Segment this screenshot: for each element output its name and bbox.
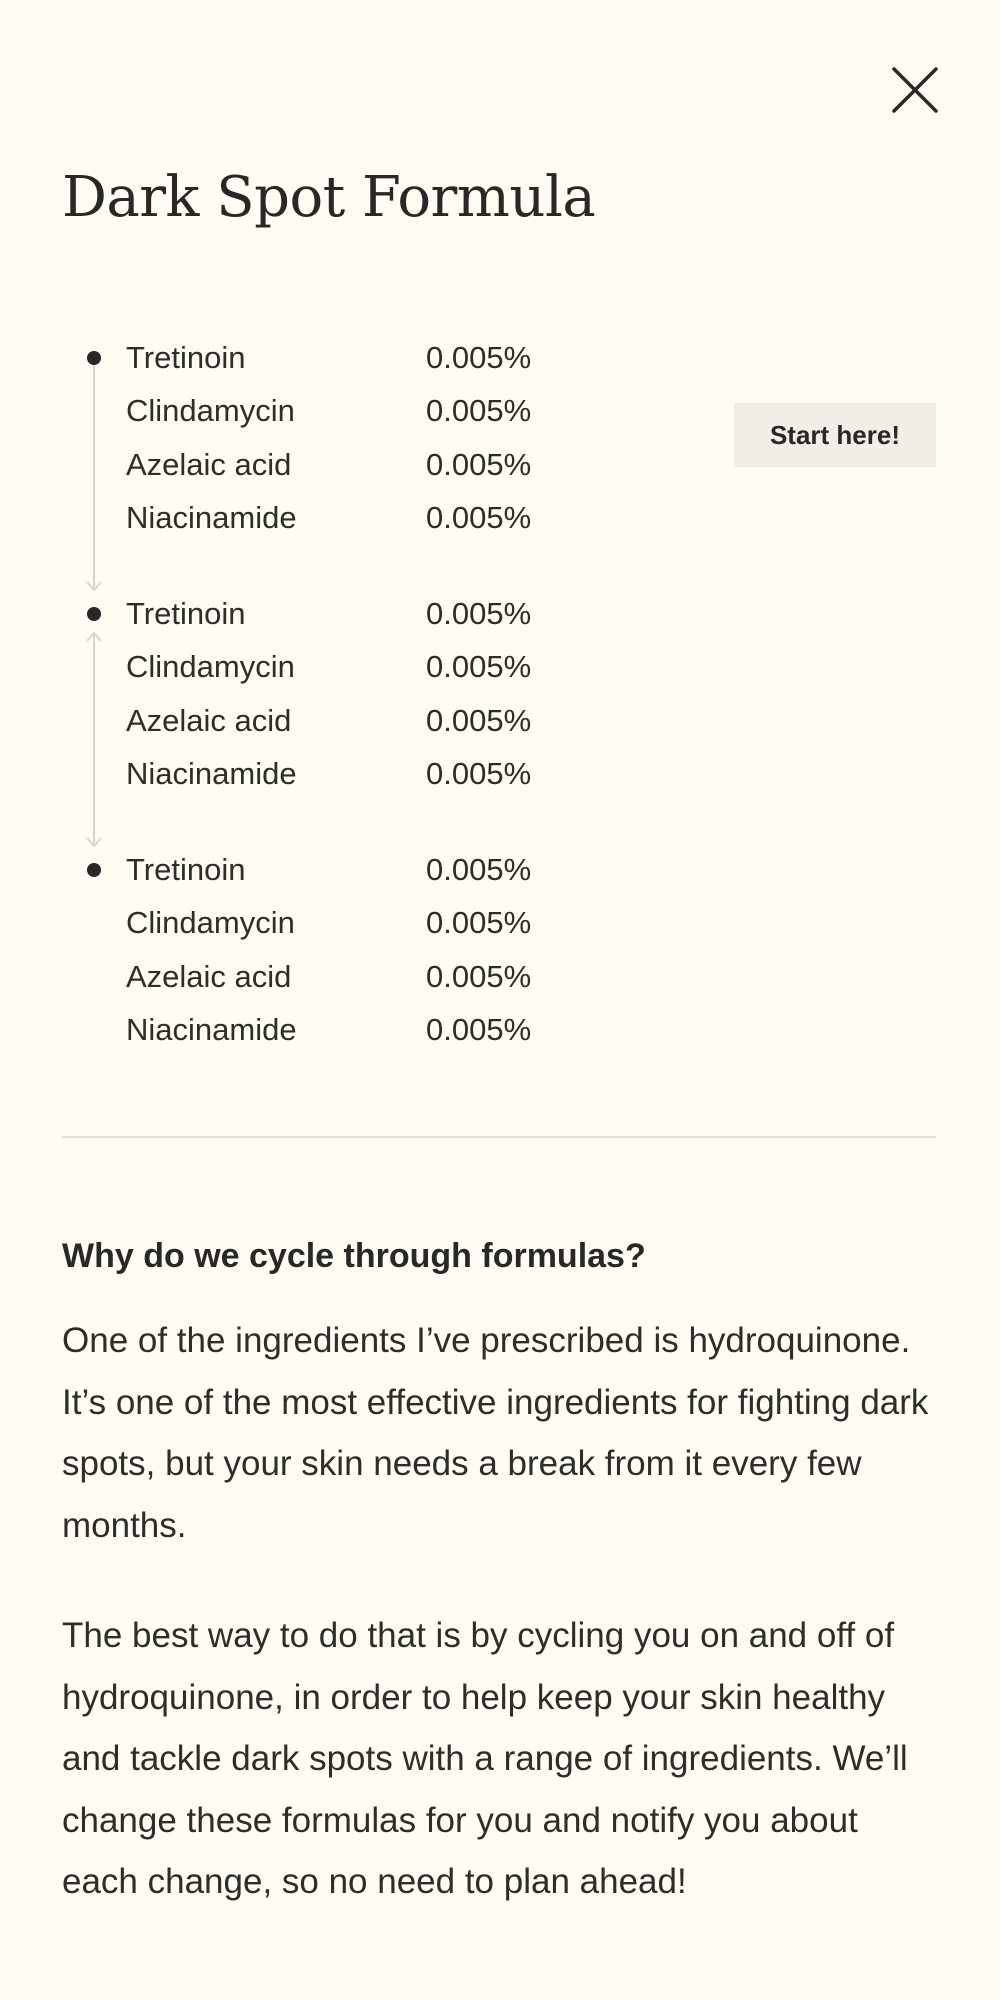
arrow-up-icon <box>87 633 101 641</box>
ingredient-percent: 0.005% <box>426 393 532 429</box>
ingredient-row <box>126 748 566 802</box>
ingredient-row <box>126 587 566 641</box>
start-here-button[interactable]: Start here! <box>734 403 936 467</box>
timeline-dot <box>87 351 101 365</box>
ingredient-percent: 0.005% <box>426 756 532 792</box>
arrow-down-icon <box>87 838 101 846</box>
ingredient-percent: 0.005% <box>426 595 532 631</box>
faq-paragraph-1: One of the ingredients I’ve prescribed is hydroquinone. It’s one of the most effective ingredients for fighting dark spots, but your skin needs a break from it every few months. <box>62 1321 929 1545</box>
timeline-dot <box>87 607 101 621</box>
ingredient-row <box>126 950 566 1004</box>
page-title: Dark Spot Formula <box>62 165 596 230</box>
formula-group-1 <box>126 331 566 545</box>
ingredient-name: Niacinamide <box>126 756 297 792</box>
faq-heading: Why do we cycle through formulas? <box>62 1237 646 1275</box>
ingredient-percent: 0.005% <box>426 446 532 482</box>
ingredient-row <box>126 897 566 951</box>
ingredient-percent: 0.005% <box>426 1012 532 1048</box>
ingredient-row <box>126 1004 566 1058</box>
ingredient-percent: 0.005% <box>426 851 532 887</box>
ingredient-percent: 0.005% <box>426 649 532 685</box>
formula-group-2 <box>126 587 566 801</box>
arrow-down-icon <box>87 582 101 590</box>
ingredient-name: Azelaic acid <box>126 958 292 994</box>
formula-group-3 <box>126 843 566 1057</box>
ingredient-name: Clindamycin <box>126 393 295 429</box>
ingredient-row <box>126 438 566 492</box>
ingredient-name: Clindamycin <box>126 905 295 941</box>
ingredient-row <box>126 843 566 897</box>
ingredient-row <box>126 641 566 695</box>
ingredient-name: Tretinoin <box>126 851 246 887</box>
ingredient-name: Niacinamide <box>126 1012 297 1048</box>
ingredient-percent: 0.005% <box>426 958 532 994</box>
ingredient-name: Clindamycin <box>126 649 295 685</box>
timeline-dot <box>87 863 101 877</box>
close-button[interactable] <box>885 60 945 120</box>
ingredient-name: Tretinoin <box>126 595 246 631</box>
ingredient-percent: 0.005% <box>426 702 532 738</box>
ingredient-name: Azelaic acid <box>126 446 292 482</box>
ingredient-name: Tretinoin <box>126 339 246 375</box>
faq-paragraph-2: The best way to do that is by cycling you on and off of hydroquinone, in order to help keep your skin healthy and tackle dark spots with a range of ingredients. We’ll change these formulas for you and notify you about each change, so no need to plan ahead! <box>62 1616 908 1901</box>
ingredient-row <box>126 492 566 546</box>
ingredient-row <box>126 385 566 439</box>
ingredient-row <box>126 694 566 748</box>
close-icon <box>885 60 945 120</box>
ingredient-row <box>126 331 566 385</box>
ingredient-percent: 0.005% <box>426 500 532 536</box>
ingredient-percent: 0.005% <box>426 905 532 941</box>
section-divider <box>62 1136 936 1138</box>
ingredient-name: Azelaic acid <box>126 702 292 738</box>
ingredient-percent: 0.005% <box>426 339 532 375</box>
ingredient-name: Niacinamide <box>126 500 297 536</box>
